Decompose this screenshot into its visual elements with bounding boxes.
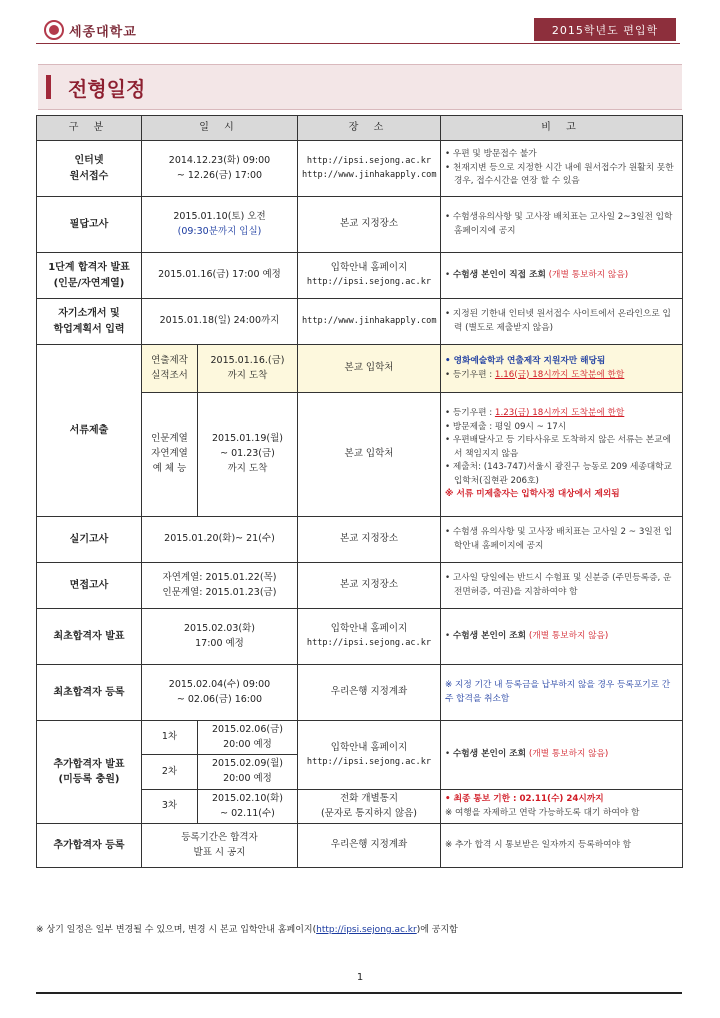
note-main: 수험생 본인이 조회 bbox=[452, 749, 527, 760]
datetime-line: 인문계열: 2015.01.23(금) bbox=[162, 586, 277, 598]
sub-label-line: 자연계열 bbox=[151, 448, 188, 460]
place-link[interactable]: http://ipsi.sejong.ac.kr bbox=[306, 638, 432, 649]
row-place bbox=[298, 253, 441, 299]
note-warning: (개별 통보하지 않음) bbox=[528, 749, 609, 760]
round-label: 1차 bbox=[142, 721, 198, 755]
logo-text: 세종대학교 bbox=[69, 24, 137, 40]
place-line: 전화 개별통지 bbox=[339, 792, 399, 804]
row-category: 추가합격자 등록 bbox=[37, 824, 142, 868]
row-category bbox=[37, 141, 142, 197]
footnote-text: )에 공지함 bbox=[416, 925, 458, 935]
title-accent-bar bbox=[46, 75, 51, 99]
note-item: • 우편 및 방문접수 불가 bbox=[445, 149, 537, 160]
datetime-line: 20:00 예정 bbox=[223, 773, 272, 785]
datetime-line: 2015.02.10(화) bbox=[212, 792, 283, 804]
datetime-line: 2014.12.23(화) 09:00 bbox=[168, 154, 271, 166]
note-main: 수험생 본인이 조회 bbox=[452, 630, 527, 641]
row-place: 본교 입학처 bbox=[298, 393, 441, 517]
header-datetime: 일 시 bbox=[142, 116, 298, 141]
note-item: • 영화예술학과 연출제작 지원자만 해당됨 bbox=[445, 356, 606, 367]
round-label: 2차 bbox=[142, 755, 198, 789]
category-line: 원서접수 bbox=[69, 170, 109, 182]
datetime-line: ~ 01.23(금) bbox=[220, 448, 275, 460]
row-datetime bbox=[198, 393, 298, 517]
row-datetime bbox=[142, 141, 298, 197]
table-row bbox=[37, 824, 683, 868]
place-line: 입학안내 홈페이지 bbox=[330, 741, 408, 753]
place-line: 입학안내 홈페이지 bbox=[330, 623, 408, 635]
datetime-line: 2015.01.10(토) 오전 bbox=[173, 210, 266, 222]
table-row bbox=[37, 665, 683, 721]
row-place bbox=[298, 141, 441, 197]
row-note bbox=[441, 563, 683, 609]
row-category: 최초합격자 발표 bbox=[37, 609, 142, 665]
datetime-line: (09:30분까지 입실) bbox=[177, 225, 262, 237]
place-line: 입학안내 홈페이지 bbox=[330, 262, 408, 274]
note-item: • 수험생 유의사항 및 고사장 배치표는 고사일 2 ~ 3일전 입학안내 홈페이지에 공지 bbox=[445, 527, 673, 551]
sub-label bbox=[142, 345, 198, 393]
datetime-line: 2015.02.04(수) 09:00 bbox=[168, 678, 271, 690]
row-category bbox=[37, 721, 142, 824]
note-item: • 등기우편 : 1.16(금) 18시까지 도착분에 한함 bbox=[445, 369, 625, 380]
row-datetime bbox=[198, 721, 298, 755]
table-row bbox=[37, 253, 683, 299]
note-warning: (개별 통보하지 않음) bbox=[528, 630, 609, 641]
header-category: 구 분 bbox=[37, 116, 142, 141]
page-header bbox=[36, 16, 680, 46]
sub-label-line: 실적조서 bbox=[151, 369, 188, 381]
row-datetime bbox=[142, 824, 298, 868]
footnote-text: ※ 상기 일정은 일부 변경될 수 있으며, 변경 시 본교 입학안내 홈페이지( bbox=[36, 925, 317, 935]
row-category bbox=[37, 299, 142, 345]
table-row bbox=[37, 345, 683, 393]
category-line: 학업계획서 입력 bbox=[53, 323, 125, 335]
datetime-line: 까지 도착 bbox=[227, 369, 268, 381]
sub-label bbox=[142, 393, 198, 517]
row-note bbox=[441, 393, 683, 517]
category-line: (미등록 충원) bbox=[58, 774, 120, 786]
note-item: • 천재지변 등으로 지정한 시간 내에 원서접수가 원활치 못한 경우, 접수시간을 연장 할 수 있음 bbox=[445, 162, 674, 187]
sub-label-line: 예 체 능 bbox=[152, 462, 187, 474]
datetime-line: 2015.01.19(월) bbox=[212, 433, 283, 445]
table-row bbox=[37, 563, 683, 609]
note-item: • 우편배달사고 등 기타사유로 도착하지 않은 서류는 본교에서 책임지지 않음 bbox=[445, 435, 671, 459]
row-place bbox=[298, 609, 441, 665]
row-category bbox=[37, 253, 142, 299]
place-link[interactable]: http://ipsi.sejong.ac.kr bbox=[306, 756, 432, 767]
table-row bbox=[37, 141, 683, 197]
row-datetime bbox=[142, 563, 298, 609]
row-datetime bbox=[198, 345, 298, 393]
row-datetime bbox=[142, 197, 298, 253]
row-datetime: 2015.01.18(일) 24:00까지 bbox=[142, 299, 298, 345]
note-item: ※ 여행을 자제하고 연락 가능하도록 대기 하여야 함 bbox=[445, 807, 640, 818]
category-line: 추가합격자 발표 bbox=[53, 758, 125, 770]
row-place bbox=[298, 789, 441, 823]
row-note bbox=[441, 299, 683, 345]
sub-label-line: 연출제작 bbox=[151, 354, 188, 366]
header-place: 장 소 bbox=[298, 116, 441, 141]
row-note: • 수험생 본인이 조회 (개별 통보하지 않음) bbox=[441, 721, 683, 790]
row-note bbox=[441, 141, 683, 197]
row-category: 필답고사 bbox=[37, 197, 142, 253]
row-datetime: 2015.01.20(화)~ 21(수) bbox=[142, 517, 298, 563]
note-item: • 등기우편 : 1.23(금) 18시까지 도착분에 한함 bbox=[445, 408, 625, 419]
page-number: 1 bbox=[356, 972, 364, 983]
row-note: ※ 추가 합격 시 통보받은 일자까지 등록하여야 함 bbox=[441, 824, 683, 868]
header-note: 비 고 bbox=[441, 116, 683, 141]
table-row bbox=[37, 609, 683, 665]
row-datetime bbox=[198, 755, 298, 789]
row-note: • 수험생 본인이 직접 조회 (개별 통보하지 않음) bbox=[441, 253, 683, 299]
datetime-line: ~ 02.06(금) 16:00 bbox=[176, 693, 263, 705]
note-item: • 수험생유의사항 및 고사장 배치표는 고사일 2~3일전 입학홈페이지에 공지 bbox=[445, 212, 673, 236]
row-note bbox=[441, 345, 683, 393]
note-warning: • 최종 통보 기한 : 02.11(수) 24시까지 bbox=[445, 794, 604, 805]
university-logo bbox=[44, 20, 137, 40]
row-note: ※ 지정 기간 내 등록금을 납부하지 않을 경우 등록포기로 간주 합격을 취소함 bbox=[441, 665, 683, 721]
row-datetime bbox=[142, 609, 298, 665]
note-main: 수험생 본인이 직접 조회 bbox=[452, 269, 546, 280]
footnote bbox=[36, 922, 458, 935]
university-seal-icon bbox=[44, 20, 64, 40]
row-category: 서류제출 bbox=[37, 345, 142, 517]
row-category: 최초합격자 등록 bbox=[37, 665, 142, 721]
note-warning: ※ 서류 미제출자는 입학사정 대상에서 제외됨 bbox=[445, 489, 620, 500]
row-datetime bbox=[198, 789, 298, 823]
header-divider bbox=[36, 43, 680, 44]
datetime-line: 17:00 예정 bbox=[195, 637, 244, 649]
row-category: 실기고사 bbox=[37, 517, 142, 563]
place-link[interactable]: http://ipsi.sejong.ac.kr bbox=[306, 277, 432, 288]
category-line: 1단계 합격자 발표 bbox=[48, 262, 130, 273]
row-note bbox=[441, 789, 683, 823]
datetime-line: 2015.02.06(금) bbox=[212, 724, 283, 735]
place-line: (문자로 통지하지 않음) bbox=[320, 807, 418, 819]
table-header-row bbox=[37, 116, 683, 141]
section-title-box bbox=[38, 64, 682, 110]
note-item: • 지정된 기한내 인터넷 원서접수 사이트에서 온라인으로 입력 (별도로 제출받지 않음) bbox=[445, 309, 671, 333]
row-place: 본교 지정장소 bbox=[298, 517, 441, 563]
row-place: 우리은행 지정계좌 bbox=[298, 665, 441, 721]
row-category: 면접고사 bbox=[37, 563, 142, 609]
year-label: 2015학년도 편입학 bbox=[534, 18, 676, 41]
table-row bbox=[37, 721, 683, 755]
row-note bbox=[441, 517, 683, 563]
footer-divider bbox=[36, 992, 682, 994]
row-place[interactable]: http://www.jinhakapply.com bbox=[298, 299, 441, 345]
category-line: 인터넷 bbox=[74, 155, 104, 166]
place-link[interactable]: http://www.jinhakapply.com bbox=[302, 169, 437, 180]
row-place: 본교 지정장소 bbox=[298, 197, 441, 253]
datetime-line: 발표 시 공지 bbox=[193, 846, 246, 858]
row-datetime bbox=[142, 665, 298, 721]
schedule-table bbox=[36, 115, 683, 868]
row-place: 본교 지정장소 bbox=[298, 563, 441, 609]
table-row bbox=[37, 299, 683, 345]
place-link[interactable]: http://ipsi.sejong.ac.kr bbox=[306, 156, 432, 167]
category-line: 자기소개서 및 bbox=[58, 308, 120, 319]
datetime-line: ~ 12.26(금) 17:00 bbox=[176, 169, 263, 181]
sub-label-line: 인문계열 bbox=[151, 433, 188, 445]
row-note: • 수험생 본인이 조회 (개별 통보하지 않음) bbox=[441, 609, 683, 665]
homepage-link[interactable]: http://ipsi.sejong.ac.kr bbox=[316, 925, 417, 935]
row-note bbox=[441, 197, 683, 253]
datetime-line: 2015.02.03(화) bbox=[184, 622, 255, 634]
datetime-line: 까지 도착 bbox=[227, 462, 268, 474]
datetime-line: 2015.01.16.(금) bbox=[210, 354, 285, 366]
datetime-line: ~ 02.11(수) bbox=[220, 807, 275, 819]
datetime-line: 등록기간은 합격자 bbox=[181, 832, 258, 844]
page-title: 전형일정 bbox=[68, 77, 146, 101]
table-row bbox=[37, 517, 683, 563]
row-place: 우리은행 지정계좌 bbox=[298, 824, 441, 868]
row-place bbox=[298, 721, 441, 790]
note-warning: (개별 통보하지 않음) bbox=[548, 269, 629, 280]
datetime-line: 20:00 예정 bbox=[223, 738, 272, 750]
datetime-line: 자연계열: 2015.01.22(목) bbox=[162, 571, 277, 583]
table-row bbox=[37, 197, 683, 253]
category-line: (인문/자연계열) bbox=[53, 277, 125, 289]
row-datetime: 2015.01.16(금) 17:00 예정 bbox=[142, 253, 298, 299]
note-item: • 고사일 당일에는 반드시 수험표 및 신분증 (주민등록증, 운전면허증, 여권)을 지참하여야 함 bbox=[445, 573, 672, 597]
row-place: 본교 입학처 bbox=[298, 345, 441, 393]
note-item: • 방문제출 : 평일 09시 ~ 17시 bbox=[445, 421, 567, 432]
datetime-line: 2015.02.09(월) bbox=[212, 758, 283, 770]
note-item: • 제출처: (143-747)서울시 광진구 능동로 209 세종대학교 입학처(집현관 206호) bbox=[445, 462, 672, 486]
round-label: 3차 bbox=[142, 789, 198, 823]
